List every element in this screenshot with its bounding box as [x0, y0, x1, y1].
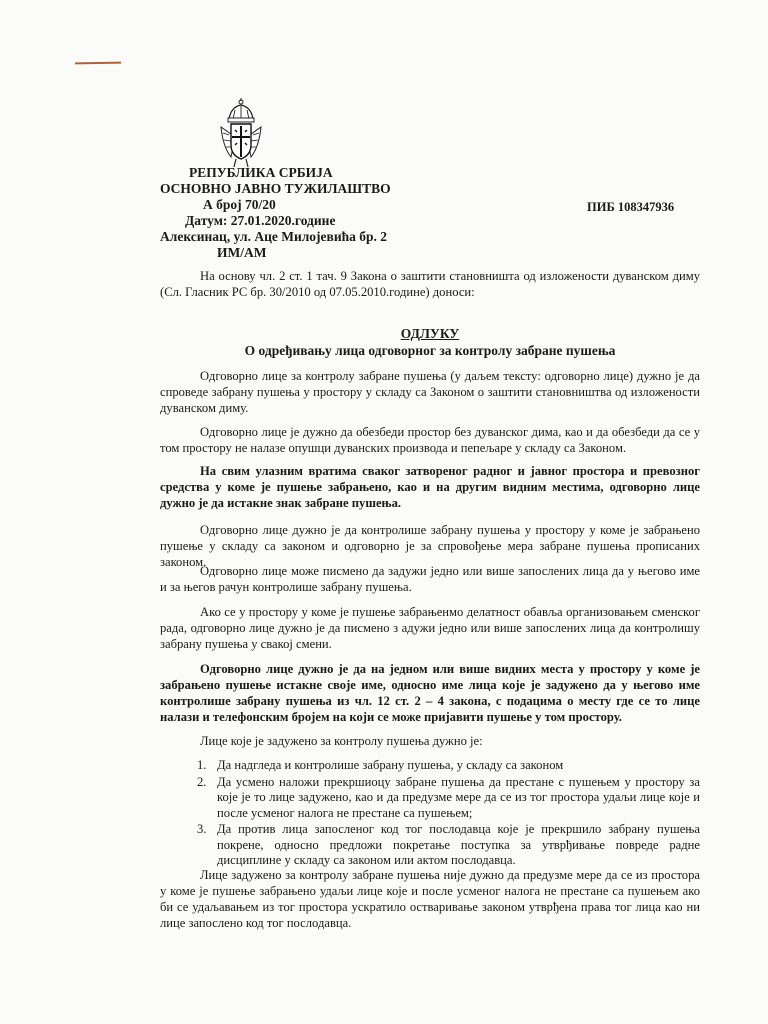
paragraph-8: Лице које је задужено за контролу пушења дужно је: — [200, 734, 483, 748]
paragraph-4: Одговорно лице дужно је да контролише забрану пушења у простору у коме је забрањено пушење у складу са законом и одговорно је за спровођење мера забране пушења прописаних законом. — [160, 523, 700, 569]
paragraph-6: Ако се у простору у коме је пушење забрањенмо делатност обавља организовањем сменског рада, одговорно лице дужно је да писмено з адужи једно или више запослених лица да контролишу забрану пушења у свакој смени. — [160, 605, 700, 651]
paragraph-3: На свим улазним вратима сваког затвореног радног и јавног простора и превозног средства у коме је пушење забрањено, као и на другим видним местима, одговорно лице дужно је да истакне знак забране пушења. — [160, 464, 700, 510]
paragraph-1: Одговорно лице за контролу забране пушења (у даљем тексту: одговорно лице) дужно је да спроведе забрану пушења у простору у складу са Законом о заштити становништва од изложености дуванском диму. — [160, 369, 700, 415]
coat-of-arms-icon — [219, 97, 263, 169]
office-address: Алексинац, ул. Аце Милојевића бр. 2 — [160, 229, 388, 244]
tax-id: ПИБ 108347936 — [587, 200, 675, 214]
paragraph-5: Одговорно лице може писмено да задужи једно или више запослених лица да у његово име и за његов рачун контролише забрану пушења. — [160, 564, 700, 594]
case-number: А број 70/20 — [203, 197, 276, 212]
list-item-number: 2. — [197, 774, 207, 789]
country-name: РЕПУБЛИКА СРБИЈА — [189, 165, 333, 180]
list-item-number: 1. — [197, 758, 207, 772]
list-item-number: 3. — [197, 822, 207, 836]
paragraph-7: Одговорно лице дужно је да на једном или више видних места у простору у коме је забрањено пушење истакне своје име, односно име лица које је задужено да у његово име контролише забрану пушења из чл. 12 ст. 2 – 4 закона, с подацима о месту где се то лице налази и телефонским бројем на који се може пријавити пушење у том простору. — [160, 662, 700, 724]
institution-name: ОСНОВНО ЈАВНО ТУЖИЛАШТВО — [160, 181, 391, 196]
decision-title-main: ОДЛУКУ — [400, 326, 460, 341]
closing-paragraph: Лице задужено за контролу забране пушења није дужно да предузме мере да се из простора у коме је пушење забрањено удаљи лице које и после усменог налога не престане са пушењем ако би се удаљавањем из тог простора ускратило остваривање законом утврђена права тог лица као ни лице запослено код тог послодавца. — [160, 868, 700, 930]
scan-mark — [75, 62, 121, 65]
paragraph-2: Одговорно лице је дужно да обезбеди простор без дуванског дима, као и да обезбеди да се у том простору не налазе опушци дуванских производа и пепељаре у складу са Законом. — [160, 425, 700, 455]
author-initials: ИМ/АМ — [217, 245, 267, 260]
list-item-text: Да надгледа и контролише забрану пушења, у складу са законом — [217, 758, 564, 772]
document-date: Датум: 27.01.2020.године — [185, 213, 336, 228]
duties-list — [160, 758, 700, 870]
list-item-text: Да против лица запосленог код тог послодавца које је прекршило забрану пушења покрене, односно предложи покретање поступка за утврђивање повреде радне дисциплине у складу са законом или актом послодавца. — [217, 822, 700, 867]
intro-paragraph: На основу чл. 2 ст. 1 тач. 9 Закона о заштити становништа од изложености дуванском диму (Сл. Гласник РС бр. 30/2010 од 07.05.2010.године) доноси: — [160, 269, 700, 299]
list-item — [160, 822, 700, 869]
list-item — [160, 758, 700, 774]
decision-title — [160, 325, 700, 342]
list-item — [160, 775, 700, 822]
list-item-text: Да усмено наложи прекршиоцу забране пушења да престане с пушењем у простору за које је то лице задужено, као и да предузме мере да се из тог простора удаљи лице које и после усменог налога не престане са пушењем; — [217, 774, 700, 820]
decision-subtitle: О одређивању лица одговорног за контролу забране пушења — [244, 343, 616, 358]
